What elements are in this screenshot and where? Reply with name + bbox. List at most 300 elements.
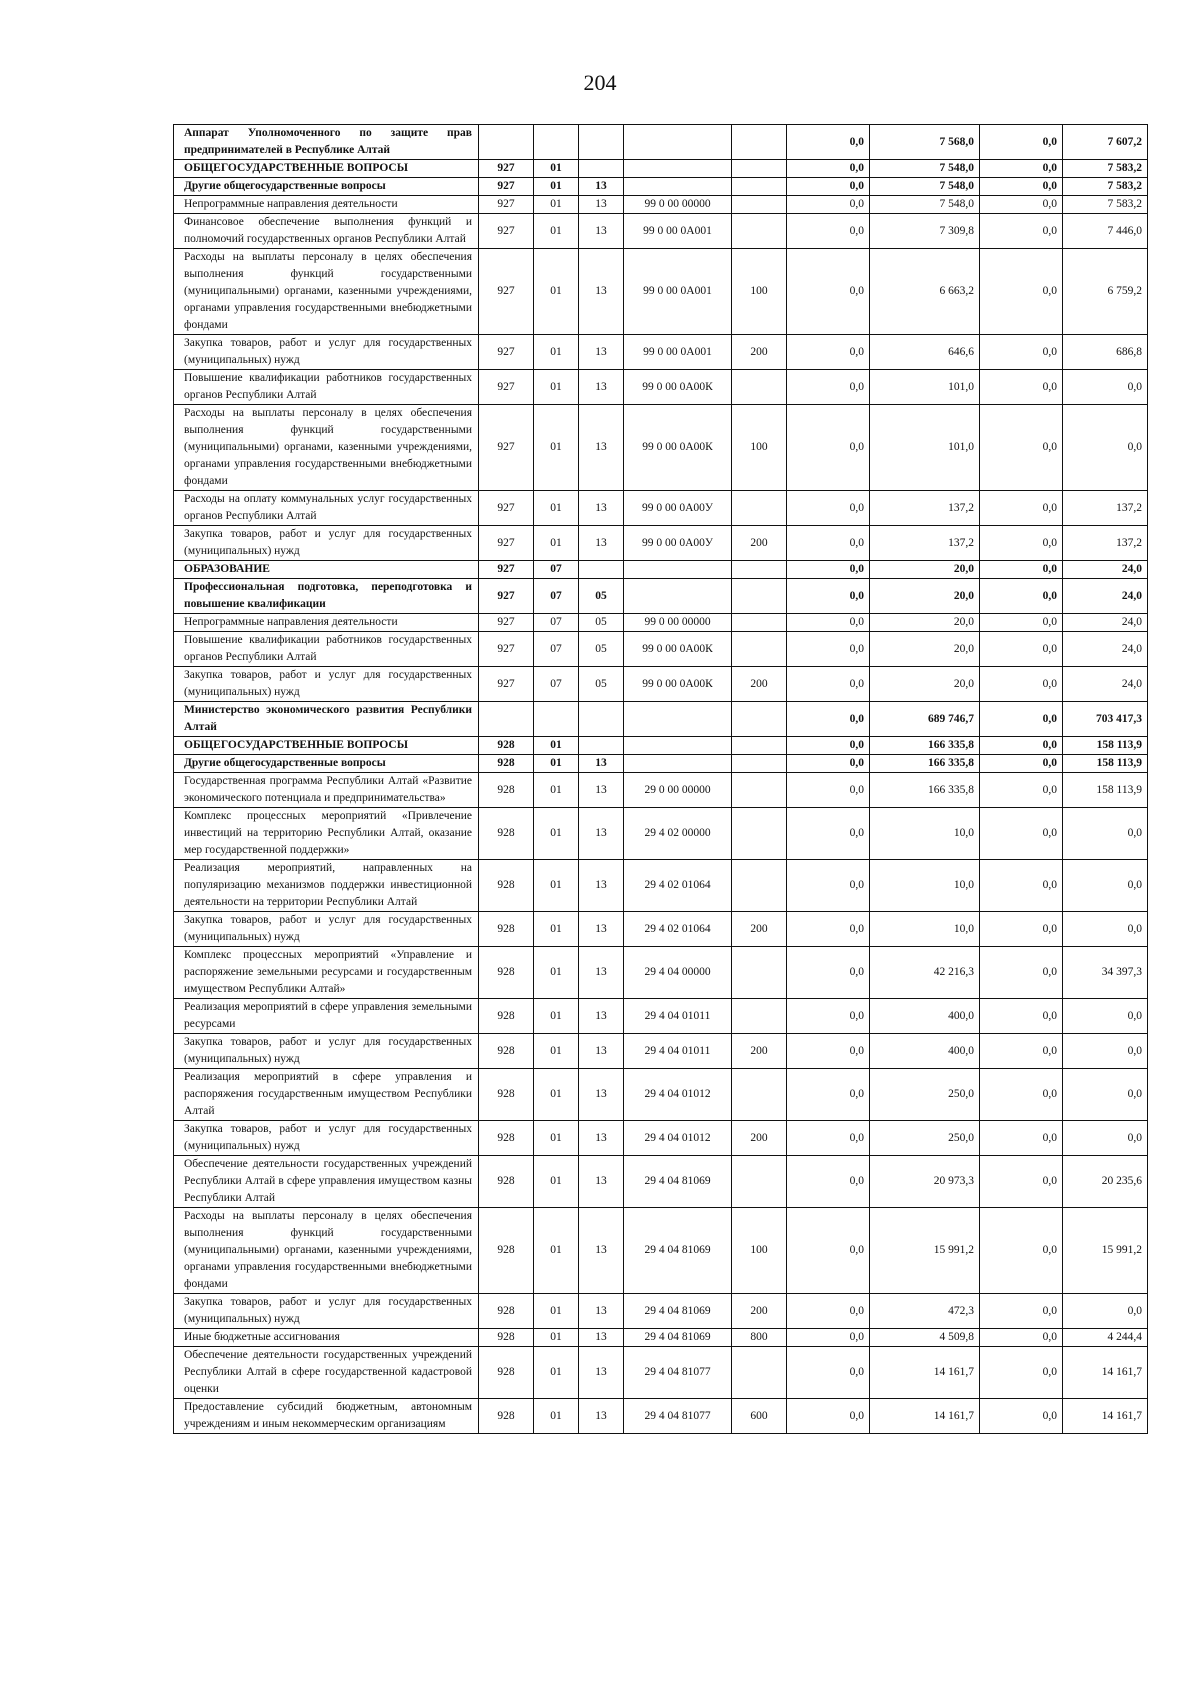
amount-4: 7 583,2	[1063, 196, 1148, 214]
amount-2: 20,0	[870, 632, 980, 667]
section-code: 01	[534, 1121, 579, 1156]
amount-4: 0,0	[1063, 912, 1148, 947]
amount-4: 7 607,2	[1063, 125, 1148, 160]
target-article: 99 0 00 0А00К	[624, 405, 732, 491]
table-row	[174, 405, 1148, 491]
section-code: 07	[534, 667, 579, 702]
subsection-code: 13	[579, 947, 624, 999]
row-name: Расходы на выплаты персоналу в целях обеспечения выполнения функций государственными (муниципальными) органами, казенными учреждениями, органами управления государственными внебюджетными фондами	[174, 405, 479, 491]
table-row	[174, 702, 1148, 737]
amount-2: 10,0	[870, 808, 980, 860]
target-article: 99 0 00 0А00У	[624, 491, 732, 526]
target-article	[624, 160, 732, 178]
ministry-code: 927	[479, 579, 534, 614]
ministry-code: 928	[479, 912, 534, 947]
amount-3: 0,0	[980, 405, 1063, 491]
table-row	[174, 755, 1148, 773]
ministry-code: 928	[479, 860, 534, 912]
amount-1: 0,0	[787, 1034, 870, 1069]
amount-2: 7 548,0	[870, 160, 980, 178]
amount-3: 0,0	[980, 160, 1063, 178]
target-article	[624, 579, 732, 614]
amount-4: 14 161,7	[1063, 1347, 1148, 1399]
amount-4: 137,2	[1063, 491, 1148, 526]
amount-4: 24,0	[1063, 667, 1148, 702]
row-name: Расходы на выплаты персоналу в целях обеспечения выполнения функций государственными (муниципальными) органами, казенными учреждениями, органами управления государственными внебюджетными фондами	[174, 249, 479, 335]
ministry-code: 927	[479, 561, 534, 579]
budget-table	[173, 124, 1148, 1434]
row-name: Закупка товаров, работ и услуг для государственных (муниципальных) нужд	[174, 1121, 479, 1156]
amount-1: 0,0	[787, 755, 870, 773]
target-article: 29 4 04 81069	[624, 1156, 732, 1208]
amount-1: 0,0	[787, 160, 870, 178]
amount-4: 0,0	[1063, 1069, 1148, 1121]
expense-type	[732, 737, 787, 755]
expense-type	[732, 702, 787, 737]
subsection-code: 13	[579, 249, 624, 335]
amount-4: 20 235,6	[1063, 1156, 1148, 1208]
target-article: 29 4 04 00000	[624, 947, 732, 999]
amount-1: 0,0	[787, 1399, 870, 1434]
expense-type: 200	[732, 667, 787, 702]
subsection-code	[579, 125, 624, 160]
amount-3: 0,0	[980, 125, 1063, 160]
amount-3: 0,0	[980, 912, 1063, 947]
row-name: Другие общегосударственные вопросы	[174, 178, 479, 196]
row-name: Закупка товаров, работ и услуг для государственных (муниципальных) нужд	[174, 667, 479, 702]
amount-1: 0,0	[787, 1121, 870, 1156]
row-name: Закупка товаров, работ и услуг для государственных (муниципальных) нужд	[174, 335, 479, 370]
row-name: Расходы на выплаты персоналу в целях обеспечения выполнения функций государственными (муниципальными) органами, казенными учреждениями, органами управления государственными внебюджетными фондами	[174, 1208, 479, 1294]
ministry-code: 928	[479, 1208, 534, 1294]
target-article: 29 4 02 01064	[624, 912, 732, 947]
section-code: 07	[534, 614, 579, 632]
target-article: 29 4 04 81069	[624, 1329, 732, 1347]
amount-1: 0,0	[787, 1347, 870, 1399]
subsection-code	[579, 737, 624, 755]
amount-2: 7 548,0	[870, 196, 980, 214]
table-row	[174, 947, 1148, 999]
table-row	[174, 912, 1148, 947]
table-row	[174, 214, 1148, 249]
table-row	[174, 1294, 1148, 1329]
amount-3: 0,0	[980, 1329, 1063, 1347]
expense-type: 200	[732, 1121, 787, 1156]
table-row	[174, 178, 1148, 196]
amount-1: 0,0	[787, 999, 870, 1034]
subsection-code: 13	[579, 755, 624, 773]
amount-3: 0,0	[980, 755, 1063, 773]
amount-2: 689 746,7	[870, 702, 980, 737]
target-article	[624, 561, 732, 579]
row-name: Непрограммные направления деятельности	[174, 614, 479, 632]
table-row	[174, 1156, 1148, 1208]
row-name: Предоставление субсидий бюджетным, автономным учреждениям и иным некоммерческим организациям	[174, 1399, 479, 1434]
amount-2: 166 335,8	[870, 755, 980, 773]
amount-4: 34 397,3	[1063, 947, 1148, 999]
amount-3: 0,0	[980, 999, 1063, 1034]
ministry-code: 927	[479, 249, 534, 335]
section-code: 01	[534, 1208, 579, 1294]
ministry-code: 927	[479, 526, 534, 561]
amount-2: 7 568,0	[870, 125, 980, 160]
expense-type: 200	[732, 1294, 787, 1329]
ministry-code: 927	[479, 370, 534, 405]
page-number: 204	[583, 70, 617, 95]
section-code: 01	[534, 370, 579, 405]
subsection-code: 13	[579, 526, 624, 561]
amount-2: 14 161,7	[870, 1347, 980, 1399]
table-row	[174, 196, 1148, 214]
expense-type: 200	[732, 912, 787, 947]
amount-2: 400,0	[870, 1034, 980, 1069]
expense-type: 100	[732, 405, 787, 491]
amount-3: 0,0	[980, 614, 1063, 632]
table-row	[174, 999, 1148, 1034]
amount-1: 0,0	[787, 737, 870, 755]
amount-1: 0,0	[787, 1208, 870, 1294]
amount-1: 0,0	[787, 947, 870, 999]
section-code: 01	[534, 335, 579, 370]
amount-3: 0,0	[980, 667, 1063, 702]
amount-4: 686,8	[1063, 335, 1148, 370]
table-row	[174, 160, 1148, 178]
amount-4: 0,0	[1063, 1294, 1148, 1329]
ministry-code: 928	[479, 1294, 534, 1329]
amount-1: 0,0	[787, 178, 870, 196]
amount-4: 7 583,2	[1063, 178, 1148, 196]
row-name: Комплекс процессных мероприятий «Привлечение инвестиций на территорию Республики Алтай, оказание мер государственной поддержки»	[174, 808, 479, 860]
target-article: 29 4 04 81069	[624, 1208, 732, 1294]
amount-2: 10,0	[870, 912, 980, 947]
amount-2: 250,0	[870, 1121, 980, 1156]
amount-4: 158 113,9	[1063, 773, 1148, 808]
amount-4: 0,0	[1063, 808, 1148, 860]
ministry-code: 927	[479, 667, 534, 702]
subsection-code: 13	[579, 1034, 624, 1069]
expense-type	[732, 214, 787, 249]
table-row	[174, 737, 1148, 755]
amount-3: 0,0	[980, 737, 1063, 755]
table-row	[174, 526, 1148, 561]
table-row	[174, 249, 1148, 335]
amount-3: 0,0	[980, 561, 1063, 579]
target-article: 99 0 00 00000	[624, 196, 732, 214]
amount-4: 14 161,7	[1063, 1399, 1148, 1434]
amount-1: 0,0	[787, 1329, 870, 1347]
section-code: 01	[534, 912, 579, 947]
row-name: ОБЩЕГОСУДАРСТВЕННЫЕ ВОПРОСЫ	[174, 737, 479, 755]
subsection-code	[579, 160, 624, 178]
ministry-code: 927	[479, 178, 534, 196]
amount-3: 0,0	[980, 1294, 1063, 1329]
table-row	[174, 125, 1148, 160]
subsection-code: 05	[579, 632, 624, 667]
subsection-code: 13	[579, 860, 624, 912]
amount-2: 646,6	[870, 335, 980, 370]
target-article: 29 4 02 01064	[624, 860, 732, 912]
amount-4: 0,0	[1063, 860, 1148, 912]
amount-2: 42 216,3	[870, 947, 980, 999]
table-row	[174, 335, 1148, 370]
section-code: 01	[534, 1399, 579, 1434]
amount-2: 20,0	[870, 579, 980, 614]
amount-3: 0,0	[980, 773, 1063, 808]
amount-2: 20,0	[870, 561, 980, 579]
subsection-code: 13	[579, 1208, 624, 1294]
amount-2: 20 973,3	[870, 1156, 980, 1208]
expense-type	[732, 947, 787, 999]
ministry-code: 928	[479, 755, 534, 773]
amount-4: 0,0	[1063, 1121, 1148, 1156]
section-code: 01	[534, 214, 579, 249]
target-article: 29 4 02 00000	[624, 808, 732, 860]
amount-3: 0,0	[980, 196, 1063, 214]
amount-3: 0,0	[980, 1069, 1063, 1121]
table-row	[174, 667, 1148, 702]
section-code: 01	[534, 737, 579, 755]
ministry-code: 928	[479, 999, 534, 1034]
target-article: 99 0 00 0А00К	[624, 370, 732, 405]
target-article: 29 4 04 01011	[624, 999, 732, 1034]
section-code	[534, 702, 579, 737]
expense-type	[732, 1156, 787, 1208]
table-row	[174, 491, 1148, 526]
amount-4: 7 583,2	[1063, 160, 1148, 178]
row-name: Министерство экономического развития Республики Алтай	[174, 702, 479, 737]
amount-3: 0,0	[980, 526, 1063, 561]
expense-type	[732, 860, 787, 912]
section-code: 01	[534, 405, 579, 491]
amount-2: 6 663,2	[870, 249, 980, 335]
section-code: 01	[534, 526, 579, 561]
subsection-code: 13	[579, 1069, 624, 1121]
row-name: Закупка товаров, работ и услуг для государственных (муниципальных) нужд	[174, 1034, 479, 1069]
row-name: Реализация мероприятий в сфере управления земельными ресурсами	[174, 999, 479, 1034]
amount-2: 137,2	[870, 491, 980, 526]
expense-type	[732, 370, 787, 405]
target-article	[624, 178, 732, 196]
row-name: Закупка товаров, работ и услуг для государственных (муниципальных) нужд	[174, 912, 479, 947]
ministry-code: 928	[479, 1034, 534, 1069]
ministry-code: 928	[479, 1329, 534, 1347]
row-name: Обеспечение деятельности государственных учреждений Республики Алтай в сфере государственной кадастровой оценки	[174, 1347, 479, 1399]
amount-3: 0,0	[980, 1208, 1063, 1294]
subsection-code: 13	[579, 178, 624, 196]
row-name: Другие общегосударственные вопросы	[174, 755, 479, 773]
target-article	[624, 755, 732, 773]
ministry-code: 928	[479, 1156, 534, 1208]
amount-1: 0,0	[787, 1294, 870, 1329]
subsection-code: 13	[579, 1399, 624, 1434]
section-code: 07	[534, 561, 579, 579]
table-row	[174, 1399, 1148, 1434]
amount-2: 137,2	[870, 526, 980, 561]
ministry-code: 928	[479, 1121, 534, 1156]
amount-2: 20,0	[870, 667, 980, 702]
ministry-code: 928	[479, 773, 534, 808]
ministry-code: 928	[479, 737, 534, 755]
table-row	[174, 614, 1148, 632]
table-row	[174, 1347, 1148, 1399]
amount-3: 0,0	[980, 249, 1063, 335]
row-name: Обеспечение деятельности государственных учреждений Республики Алтай в сфере управления имуществом казны Республики Алтай	[174, 1156, 479, 1208]
amount-2: 7 548,0	[870, 178, 980, 196]
expense-type	[732, 125, 787, 160]
row-name: Закупка товаров, работ и услуг для государственных (муниципальных) нужд	[174, 1294, 479, 1329]
amount-3: 0,0	[980, 1156, 1063, 1208]
expense-type	[732, 491, 787, 526]
expense-type	[732, 196, 787, 214]
amount-1: 0,0	[787, 214, 870, 249]
subsection-code: 13	[579, 370, 624, 405]
target-article: 99 0 00 0А001	[624, 214, 732, 249]
target-article: 29 0 00 00000	[624, 773, 732, 808]
amount-3: 0,0	[980, 1399, 1063, 1434]
expense-type	[732, 178, 787, 196]
table-row	[174, 773, 1148, 808]
amount-1: 0,0	[787, 773, 870, 808]
section-code: 01	[534, 1069, 579, 1121]
ministry-code: 927	[479, 214, 534, 249]
target-article: 29 4 04 01012	[624, 1121, 732, 1156]
section-code: 01	[534, 160, 579, 178]
section-code: 01	[534, 808, 579, 860]
amount-3: 0,0	[980, 702, 1063, 737]
amount-1: 0,0	[787, 370, 870, 405]
section-code: 07	[534, 579, 579, 614]
amount-1: 0,0	[787, 125, 870, 160]
subsection-code: 05	[579, 667, 624, 702]
amount-4: 24,0	[1063, 632, 1148, 667]
subsection-code: 13	[579, 808, 624, 860]
target-article: 99 0 00 0А00У	[624, 526, 732, 561]
section-code: 01	[534, 1156, 579, 1208]
amount-3: 0,0	[980, 214, 1063, 249]
amount-4: 0,0	[1063, 405, 1148, 491]
amount-1: 0,0	[787, 335, 870, 370]
expense-type: 200	[732, 1034, 787, 1069]
subsection-code	[579, 561, 624, 579]
table-row	[174, 561, 1148, 579]
amount-2: 101,0	[870, 405, 980, 491]
ministry-code	[479, 125, 534, 160]
expense-type	[732, 808, 787, 860]
ministry-code: 927	[479, 335, 534, 370]
amount-1: 0,0	[787, 249, 870, 335]
amount-1: 0,0	[787, 196, 870, 214]
amount-4: 7 446,0	[1063, 214, 1148, 249]
amount-1: 0,0	[787, 632, 870, 667]
table-row	[174, 808, 1148, 860]
row-name: Повышение квалификации работников государственных органов Республики Алтай	[174, 632, 479, 667]
amount-4: 0,0	[1063, 1034, 1148, 1069]
subsection-code: 13	[579, 1329, 624, 1347]
expense-type	[732, 614, 787, 632]
amount-1: 0,0	[787, 491, 870, 526]
section-code: 01	[534, 178, 579, 196]
section-code: 01	[534, 1294, 579, 1329]
section-code	[534, 125, 579, 160]
subsection-code: 13	[579, 491, 624, 526]
row-name: Повышение квалификации работников государственных органов Республики Алтай	[174, 370, 479, 405]
ministry-code: 927	[479, 614, 534, 632]
amount-4: 15 991,2	[1063, 1208, 1148, 1294]
target-article	[624, 702, 732, 737]
ministry-code	[479, 702, 534, 737]
amount-1: 0,0	[787, 808, 870, 860]
row-name: ОБЩЕГОСУДАРСТВЕННЫЕ ВОПРОСЫ	[174, 160, 479, 178]
amount-2: 166 335,8	[870, 737, 980, 755]
table-row	[174, 632, 1148, 667]
table-row	[174, 1034, 1148, 1069]
expense-type	[732, 160, 787, 178]
target-article	[624, 125, 732, 160]
subsection-code: 13	[579, 999, 624, 1034]
section-code: 01	[534, 249, 579, 335]
row-name: Реализация мероприятий, направленных на популяризацию механизмов поддержки инвестиционной деятельности на территории Республики Алтай	[174, 860, 479, 912]
expense-type: 100	[732, 1208, 787, 1294]
table-row	[174, 1069, 1148, 1121]
table-row	[174, 370, 1148, 405]
amount-1: 0,0	[787, 702, 870, 737]
target-article: 29 4 04 01012	[624, 1069, 732, 1121]
subsection-code: 13	[579, 1294, 624, 1329]
amount-1: 0,0	[787, 526, 870, 561]
amount-3: 0,0	[980, 1347, 1063, 1399]
ministry-code: 927	[479, 405, 534, 491]
target-article: 99 0 00 0А00К	[624, 667, 732, 702]
target-article: 99 0 00 0А00К	[624, 632, 732, 667]
amount-1: 0,0	[787, 579, 870, 614]
amount-3: 0,0	[980, 632, 1063, 667]
target-article: 29 4 04 81077	[624, 1347, 732, 1399]
amount-3: 0,0	[980, 579, 1063, 614]
subsection-code: 13	[579, 335, 624, 370]
target-article	[624, 737, 732, 755]
subsection-code: 13	[579, 1156, 624, 1208]
amount-3: 0,0	[980, 370, 1063, 405]
section-code: 01	[534, 1347, 579, 1399]
row-name: ОБРАЗОВАНИЕ	[174, 561, 479, 579]
ministry-code: 928	[479, 947, 534, 999]
amount-3: 0,0	[980, 1034, 1063, 1069]
row-name: Финансовое обеспечение выполнения функций и полномочий государственных органов Республики Алтай	[174, 214, 479, 249]
amount-2: 14 161,7	[870, 1399, 980, 1434]
amount-3: 0,0	[980, 1121, 1063, 1156]
amount-1: 0,0	[787, 561, 870, 579]
amount-2: 15 991,2	[870, 1208, 980, 1294]
target-article: 29 4 04 01011	[624, 1034, 732, 1069]
expense-type: 800	[732, 1329, 787, 1347]
section-code: 01	[534, 491, 579, 526]
expense-type: 100	[732, 249, 787, 335]
table-row	[174, 1121, 1148, 1156]
subsection-code: 13	[579, 773, 624, 808]
subsection-code: 13	[579, 1121, 624, 1156]
row-name: Комплекс процессных мероприятий «Управление и распоряжение земельными ресурсами и государственным имуществом Республики Алтай»	[174, 947, 479, 999]
amount-1: 0,0	[787, 405, 870, 491]
amount-2: 472,3	[870, 1294, 980, 1329]
amount-3: 0,0	[980, 491, 1063, 526]
amount-2: 250,0	[870, 1069, 980, 1121]
section-code: 01	[534, 755, 579, 773]
expense-type	[732, 1069, 787, 1121]
amount-3: 0,0	[980, 947, 1063, 999]
row-name: Иные бюджетные ассигнования	[174, 1329, 479, 1347]
amount-4: 0,0	[1063, 999, 1148, 1034]
subsection-code: 13	[579, 196, 624, 214]
